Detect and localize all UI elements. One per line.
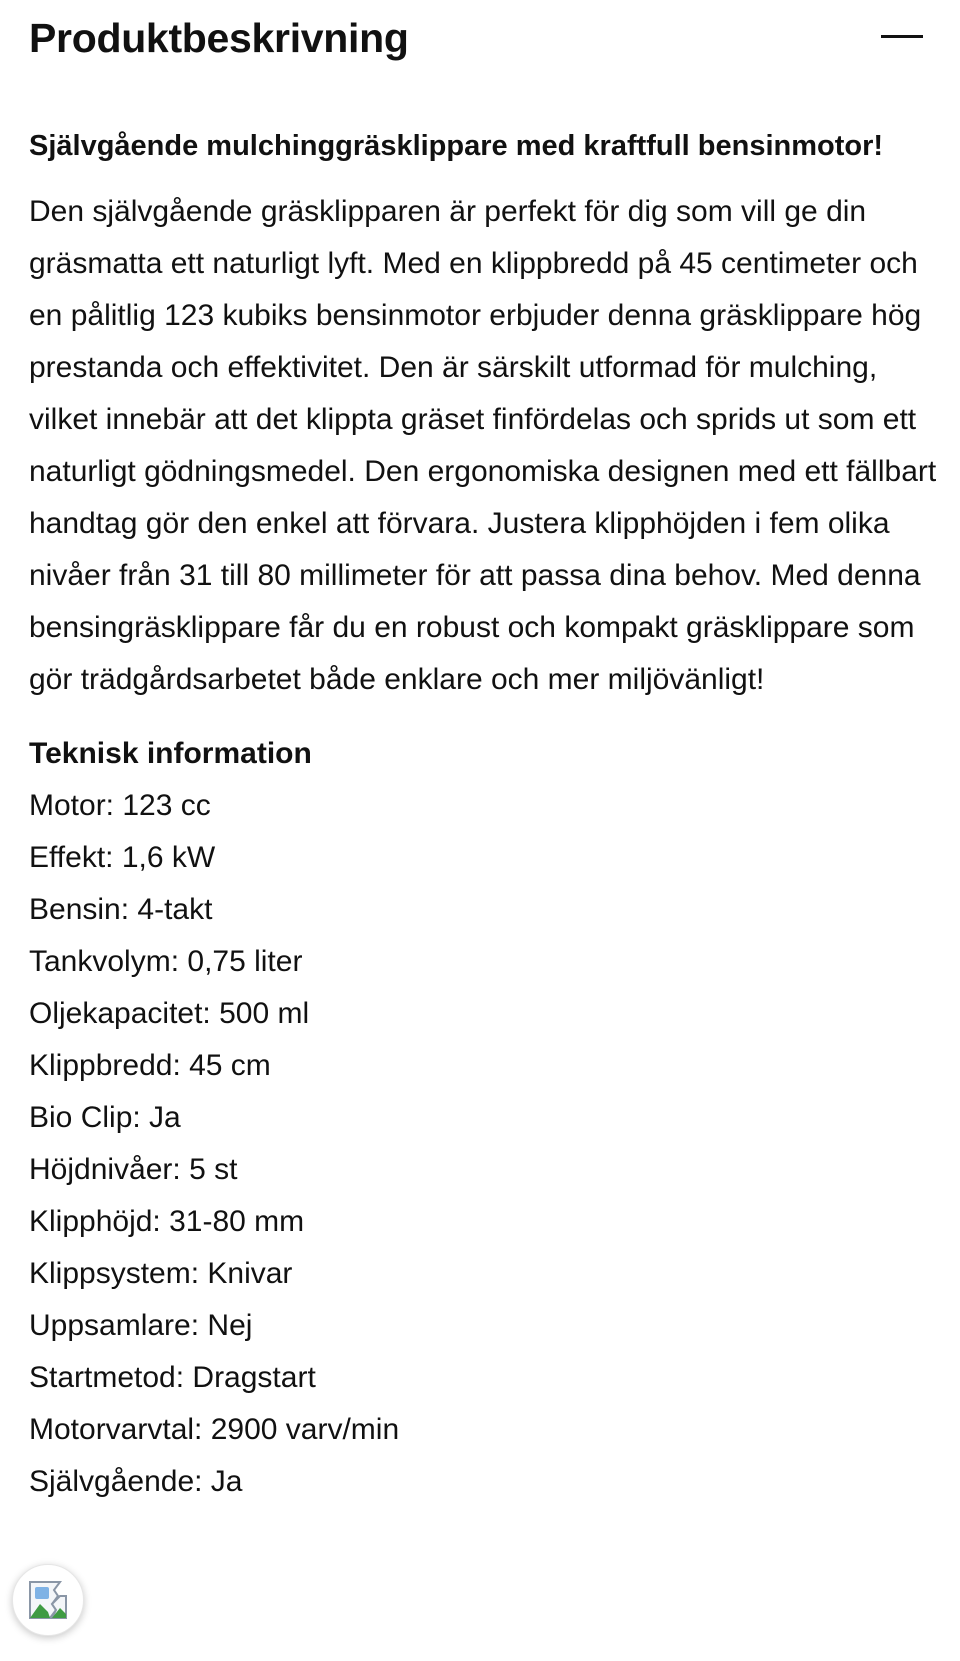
section-title: Produktbeskrivning <box>29 15 409 61</box>
spec-item: Höjdnivåer: 5 st <box>29 1153 238 1186</box>
spec-item: Bio Clip: Ja <box>29 1101 181 1134</box>
product-description <box>29 120 944 1508</box>
spec-item: Uppsamlare: Nej <box>29 1309 253 1342</box>
spec-item: Tankvolym: 0,75 liter <box>29 945 303 978</box>
spec-item: Bensin: 4-takt <box>29 893 213 926</box>
section-header[interactable] <box>0 0 960 80</box>
spec-item: Klippsystem: Knivar <box>29 1257 293 1290</box>
broken-image-icon <box>26 1578 70 1622</box>
spec-item: Självgående: Ja <box>29 1465 243 1498</box>
spec-item: Motorvarvtal: 2900 varv/min <box>29 1413 400 1446</box>
description-subtitle: Självgående mulchinggräsklippare med kraftfull bensinmotor! <box>29 130 884 162</box>
floating-image-button[interactable] <box>12 1564 84 1636</box>
spec-item: Motor: 123 cc <box>29 789 211 822</box>
minus-icon <box>881 35 923 38</box>
spec-item: Oljekapacitet: 500 ml <box>29 997 310 1030</box>
spec-item: Startmetod: Dragstart <box>29 1361 316 1394</box>
spec-item: Effekt: 1,6 kW <box>29 841 216 874</box>
spec-list <box>29 780 944 1508</box>
tech-info-heading: Teknisk information <box>29 737 312 770</box>
spec-item: Klipphöjd: 31-80 mm <box>29 1205 305 1238</box>
collapse-button[interactable] <box>873 20 925 52</box>
spec-item: Klippbredd: 45 cm <box>29 1049 271 1082</box>
description-text: Den självgående gräsklipparen är perfekt för dig som vill ge din gräsmatta ett naturligt lyft. Med en klippbredd på 45 centimeter och en pålitlig 123 kubiks bensinmotor erbjuder denna gräsklippare hög prestanda och effektivitet. Den är särskilt utformad för mulching, vilket innebär att det klippta gräset finfördelas och sprids ut som ett naturligt gödningsmedel. Den ergonomiska designen med ett fällbart handtag gör den enkel att förvara. Justera klipphöjden i fem olika nivåer från 31 till 80 millimeter för att passa dina behov. Med denna bensingräsklippare får du en robust och kompakt gräsklippare som gör trädgårdsarbetet både enklare och mer miljövänligt! <box>29 195 937 696</box>
